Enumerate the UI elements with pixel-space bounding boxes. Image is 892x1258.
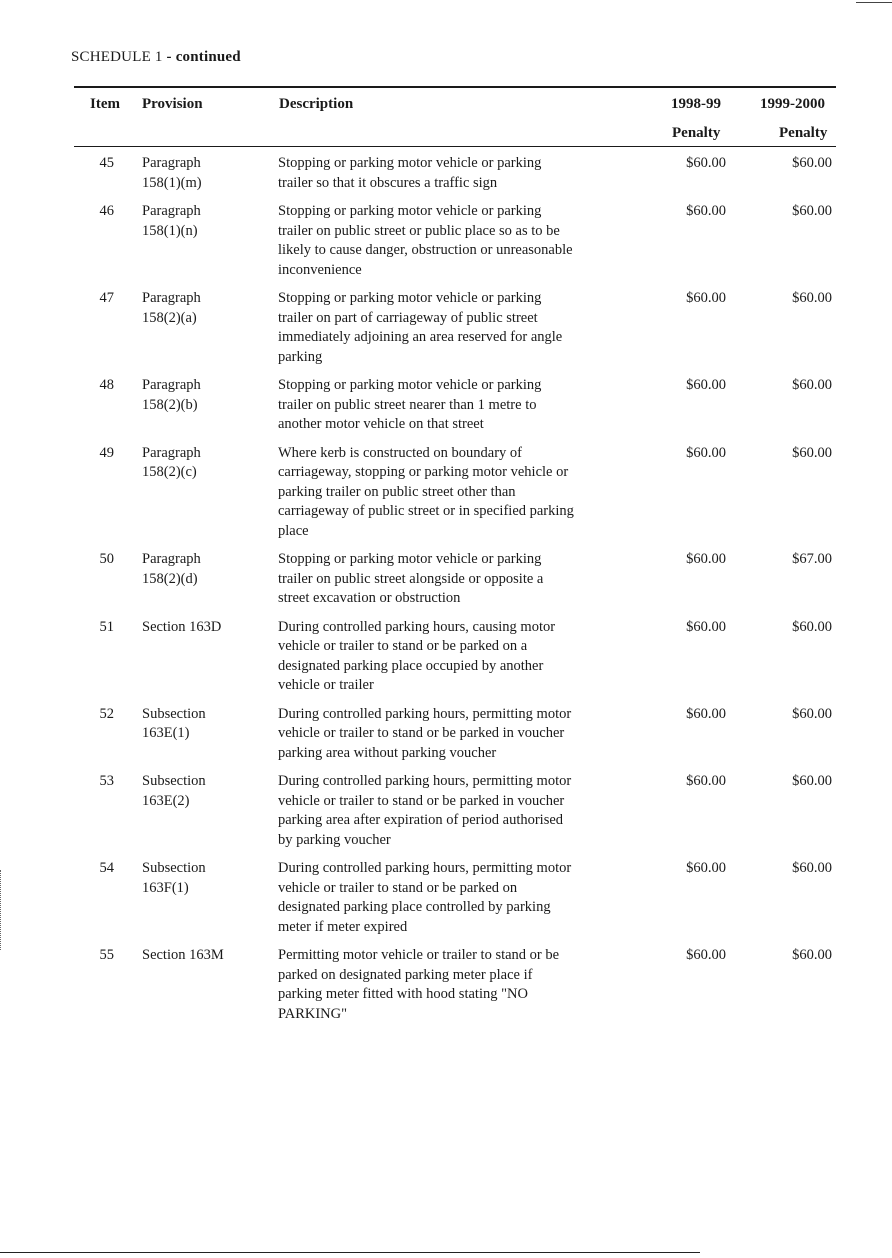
scan-edge-left bbox=[0, 870, 3, 950]
column-header-year-1999-2000: 1999-2000 bbox=[760, 96, 825, 112]
description-line: carriageway, stopping or parking motor vehicle or bbox=[278, 464, 569, 480]
description-line: parking area without parking voucher bbox=[278, 744, 497, 761]
provision-line: Paragraph bbox=[142, 290, 201, 306]
description bbox=[278, 705, 623, 764]
description-line: vehicle or trailer bbox=[278, 677, 374, 693]
description bbox=[278, 772, 623, 850]
penalty-1998-99: $60.00 bbox=[686, 444, 726, 461]
column-header-year-1998-99: 1998-99 bbox=[671, 96, 721, 112]
description-line: Stopping or parking motor vehicle or parking bbox=[278, 377, 542, 393]
provision-line: Subsection bbox=[142, 705, 206, 722]
penalty-1999-2000: $60.00 bbox=[792, 203, 832, 219]
penalty-schedule-table bbox=[74, 86, 836, 1022]
provision-line: 158(2)(d) bbox=[142, 570, 198, 587]
item-number: 45 bbox=[99, 155, 114, 171]
description-line: Stopping or parking motor vehicle or parking bbox=[278, 551, 542, 567]
column-header-penalty-1: Penalty bbox=[672, 125, 721, 141]
description-line: parking meter fitted with hood stating "NO bbox=[278, 986, 528, 1002]
description-line: designated parking place occupied by another bbox=[278, 657, 544, 674]
scan-edge-bottom bbox=[0, 1252, 700, 1253]
description-line: During controlled parking hours, permitting motor bbox=[278, 860, 572, 876]
description-line: likely to cause danger, obstruction or unreasonable bbox=[278, 242, 573, 258]
penalty-1999-2000: $60.00 bbox=[792, 290, 832, 306]
description-line: parking bbox=[278, 348, 323, 365]
description-line: trailer on part of carriageway of public street bbox=[278, 309, 538, 326]
description-line: Stopping or parking motor vehicle or parking bbox=[278, 290, 542, 306]
penalty-1998-99: $60.00 bbox=[686, 377, 726, 393]
description-line: Stopping or parking motor vehicle or parking bbox=[278, 155, 542, 171]
description-line: inconvenience bbox=[278, 261, 362, 278]
description-line: immediately adjoining an area reserved for angle bbox=[278, 329, 563, 345]
description-line: vehicle or trailer to stand or be parked in voucher bbox=[278, 792, 565, 809]
description-line: parking area after expiration of period authorised bbox=[278, 812, 564, 828]
provision-line: 158(2)(b) bbox=[142, 396, 198, 413]
item-number: 47 bbox=[99, 290, 114, 306]
provision-line: Paragraph bbox=[142, 377, 201, 393]
provision bbox=[142, 376, 267, 415]
penalty-1999-2000: $60.00 bbox=[792, 860, 832, 876]
penalty-1998-99: $60.00 bbox=[686, 618, 726, 635]
description bbox=[278, 154, 623, 193]
provision-line: 158(2)(a) bbox=[142, 309, 197, 326]
item-number: 50 bbox=[99, 551, 114, 567]
provision bbox=[142, 859, 267, 898]
column-header-provision: Provision bbox=[142, 96, 203, 112]
description-line: trailer on public street or public place so as to be bbox=[278, 222, 560, 239]
penalty-1999-2000: $67.00 bbox=[792, 551, 832, 567]
item-number: 51 bbox=[99, 618, 114, 635]
column-header-description: Description bbox=[279, 96, 354, 112]
provision bbox=[142, 202, 267, 241]
penalty-1998-99: $60.00 bbox=[686, 860, 726, 876]
description-line: Permitting motor vehicle or trailer to stand or be bbox=[278, 947, 560, 963]
provision-line: Section 163M bbox=[142, 947, 224, 963]
description-line: trailer on public street nearer than 1 metre to bbox=[278, 396, 537, 413]
description bbox=[278, 289, 623, 367]
penalty-1998-99: $60.00 bbox=[686, 773, 726, 789]
provision-line: Paragraph bbox=[142, 551, 201, 567]
penalty-1999-2000: $60.00 bbox=[792, 377, 832, 393]
penalty-1999-2000: $60.00 bbox=[792, 155, 832, 171]
description-line: carriageway of public street or in specified parking bbox=[278, 503, 574, 519]
penalty-1999-2000: $60.00 bbox=[792, 618, 832, 635]
description-line: place bbox=[278, 522, 309, 539]
description-line: another motor vehicle on that street bbox=[278, 416, 484, 432]
penalty-1998-99: $60.00 bbox=[686, 203, 726, 219]
description bbox=[278, 946, 623, 1024]
description-line: vehicle or trailer to stand or be parked on a bbox=[278, 638, 528, 654]
penalty-1999-2000: $60.00 bbox=[792, 947, 832, 963]
penalty-1998-99: $60.00 bbox=[686, 155, 726, 171]
description-line: PARKING" bbox=[278, 1005, 348, 1022]
item-number: 46 bbox=[99, 203, 114, 219]
provision-line: 163E(2) bbox=[142, 792, 190, 809]
schedule-heading bbox=[71, 49, 241, 66]
penalty-1998-99: $60.00 bbox=[686, 551, 726, 567]
item-number: 52 bbox=[99, 705, 114, 722]
penalty-1999-2000: $60.00 bbox=[792, 444, 832, 461]
description-line: During controlled parking hours, causing motor bbox=[278, 618, 556, 635]
description bbox=[278, 618, 623, 696]
description-line: During controlled parking hours, permitting motor bbox=[278, 773, 572, 789]
description-line: parking trailer on public street other than bbox=[278, 483, 516, 500]
table-header-rule bbox=[74, 146, 836, 147]
description bbox=[278, 202, 623, 280]
provision bbox=[142, 946, 267, 966]
penalty-1999-2000: $60.00 bbox=[792, 773, 832, 789]
provision-line: 158(1)(m) bbox=[142, 174, 202, 191]
description bbox=[278, 859, 623, 937]
provision bbox=[142, 705, 267, 744]
provision-line: Subsection bbox=[142, 860, 206, 876]
item-number: 49 bbox=[99, 444, 114, 461]
item-number: 48 bbox=[99, 377, 114, 393]
penalty-1998-99: $60.00 bbox=[686, 290, 726, 306]
description-line: by parking voucher bbox=[278, 831, 391, 848]
item-number: 54 bbox=[99, 860, 114, 876]
column-header-item: Item bbox=[90, 96, 120, 112]
provision-line: Paragraph bbox=[142, 155, 201, 171]
provision bbox=[142, 618, 267, 638]
schedule-heading-prefix: SCHEDULE 1 bbox=[71, 49, 163, 65]
description-line: trailer on public street alongside or opposite a bbox=[278, 570, 544, 587]
description-line: trailer so that it obscures a traffic sign bbox=[278, 174, 498, 191]
provision-line: Subsection bbox=[142, 773, 206, 789]
penalty-1998-99: $60.00 bbox=[686, 705, 726, 722]
scan-edge-top-right bbox=[856, 2, 892, 3]
description bbox=[278, 550, 623, 609]
schedule-heading-suffix: - continued bbox=[162, 49, 241, 65]
table-header bbox=[74, 88, 836, 146]
provision bbox=[142, 154, 267, 193]
provision-line: 158(2)(c) bbox=[142, 464, 197, 480]
description bbox=[278, 376, 623, 435]
provision-line: Paragraph bbox=[142, 444, 201, 461]
provision-line: Section 163D bbox=[142, 618, 222, 635]
description-line: Where kerb is constructed on boundary of bbox=[278, 444, 523, 461]
description-line: meter if meter expired bbox=[278, 918, 408, 935]
provision-line: 163E(1) bbox=[142, 725, 190, 741]
provision-line: 158(1)(n) bbox=[142, 222, 198, 239]
column-header-penalty-2: Penalty bbox=[779, 125, 828, 141]
provision bbox=[142, 550, 267, 589]
penalty-1999-2000: $60.00 bbox=[792, 705, 832, 722]
penalty-1998-99: $60.00 bbox=[686, 947, 726, 963]
provision bbox=[142, 289, 267, 328]
description-line: street excavation or obstruction bbox=[278, 590, 461, 606]
description-line: parked on designated parking meter place if bbox=[278, 966, 533, 983]
description-line: Stopping or parking motor vehicle or parking bbox=[278, 203, 542, 219]
item-number: 53 bbox=[99, 773, 114, 789]
description bbox=[278, 444, 623, 542]
description-line: vehicle or trailer to stand or be parked in voucher bbox=[278, 725, 565, 741]
item-number: 55 bbox=[99, 947, 114, 963]
provision bbox=[142, 444, 267, 483]
provision bbox=[142, 772, 267, 811]
provision-line: 163F(1) bbox=[142, 879, 189, 896]
provision-line: Paragraph bbox=[142, 203, 201, 219]
description-line: vehicle or trailer to stand or be parked on bbox=[278, 879, 518, 896]
description-line: During controlled parking hours, permitting motor bbox=[278, 705, 572, 722]
description-line: designated parking place controlled by parking bbox=[278, 899, 551, 915]
